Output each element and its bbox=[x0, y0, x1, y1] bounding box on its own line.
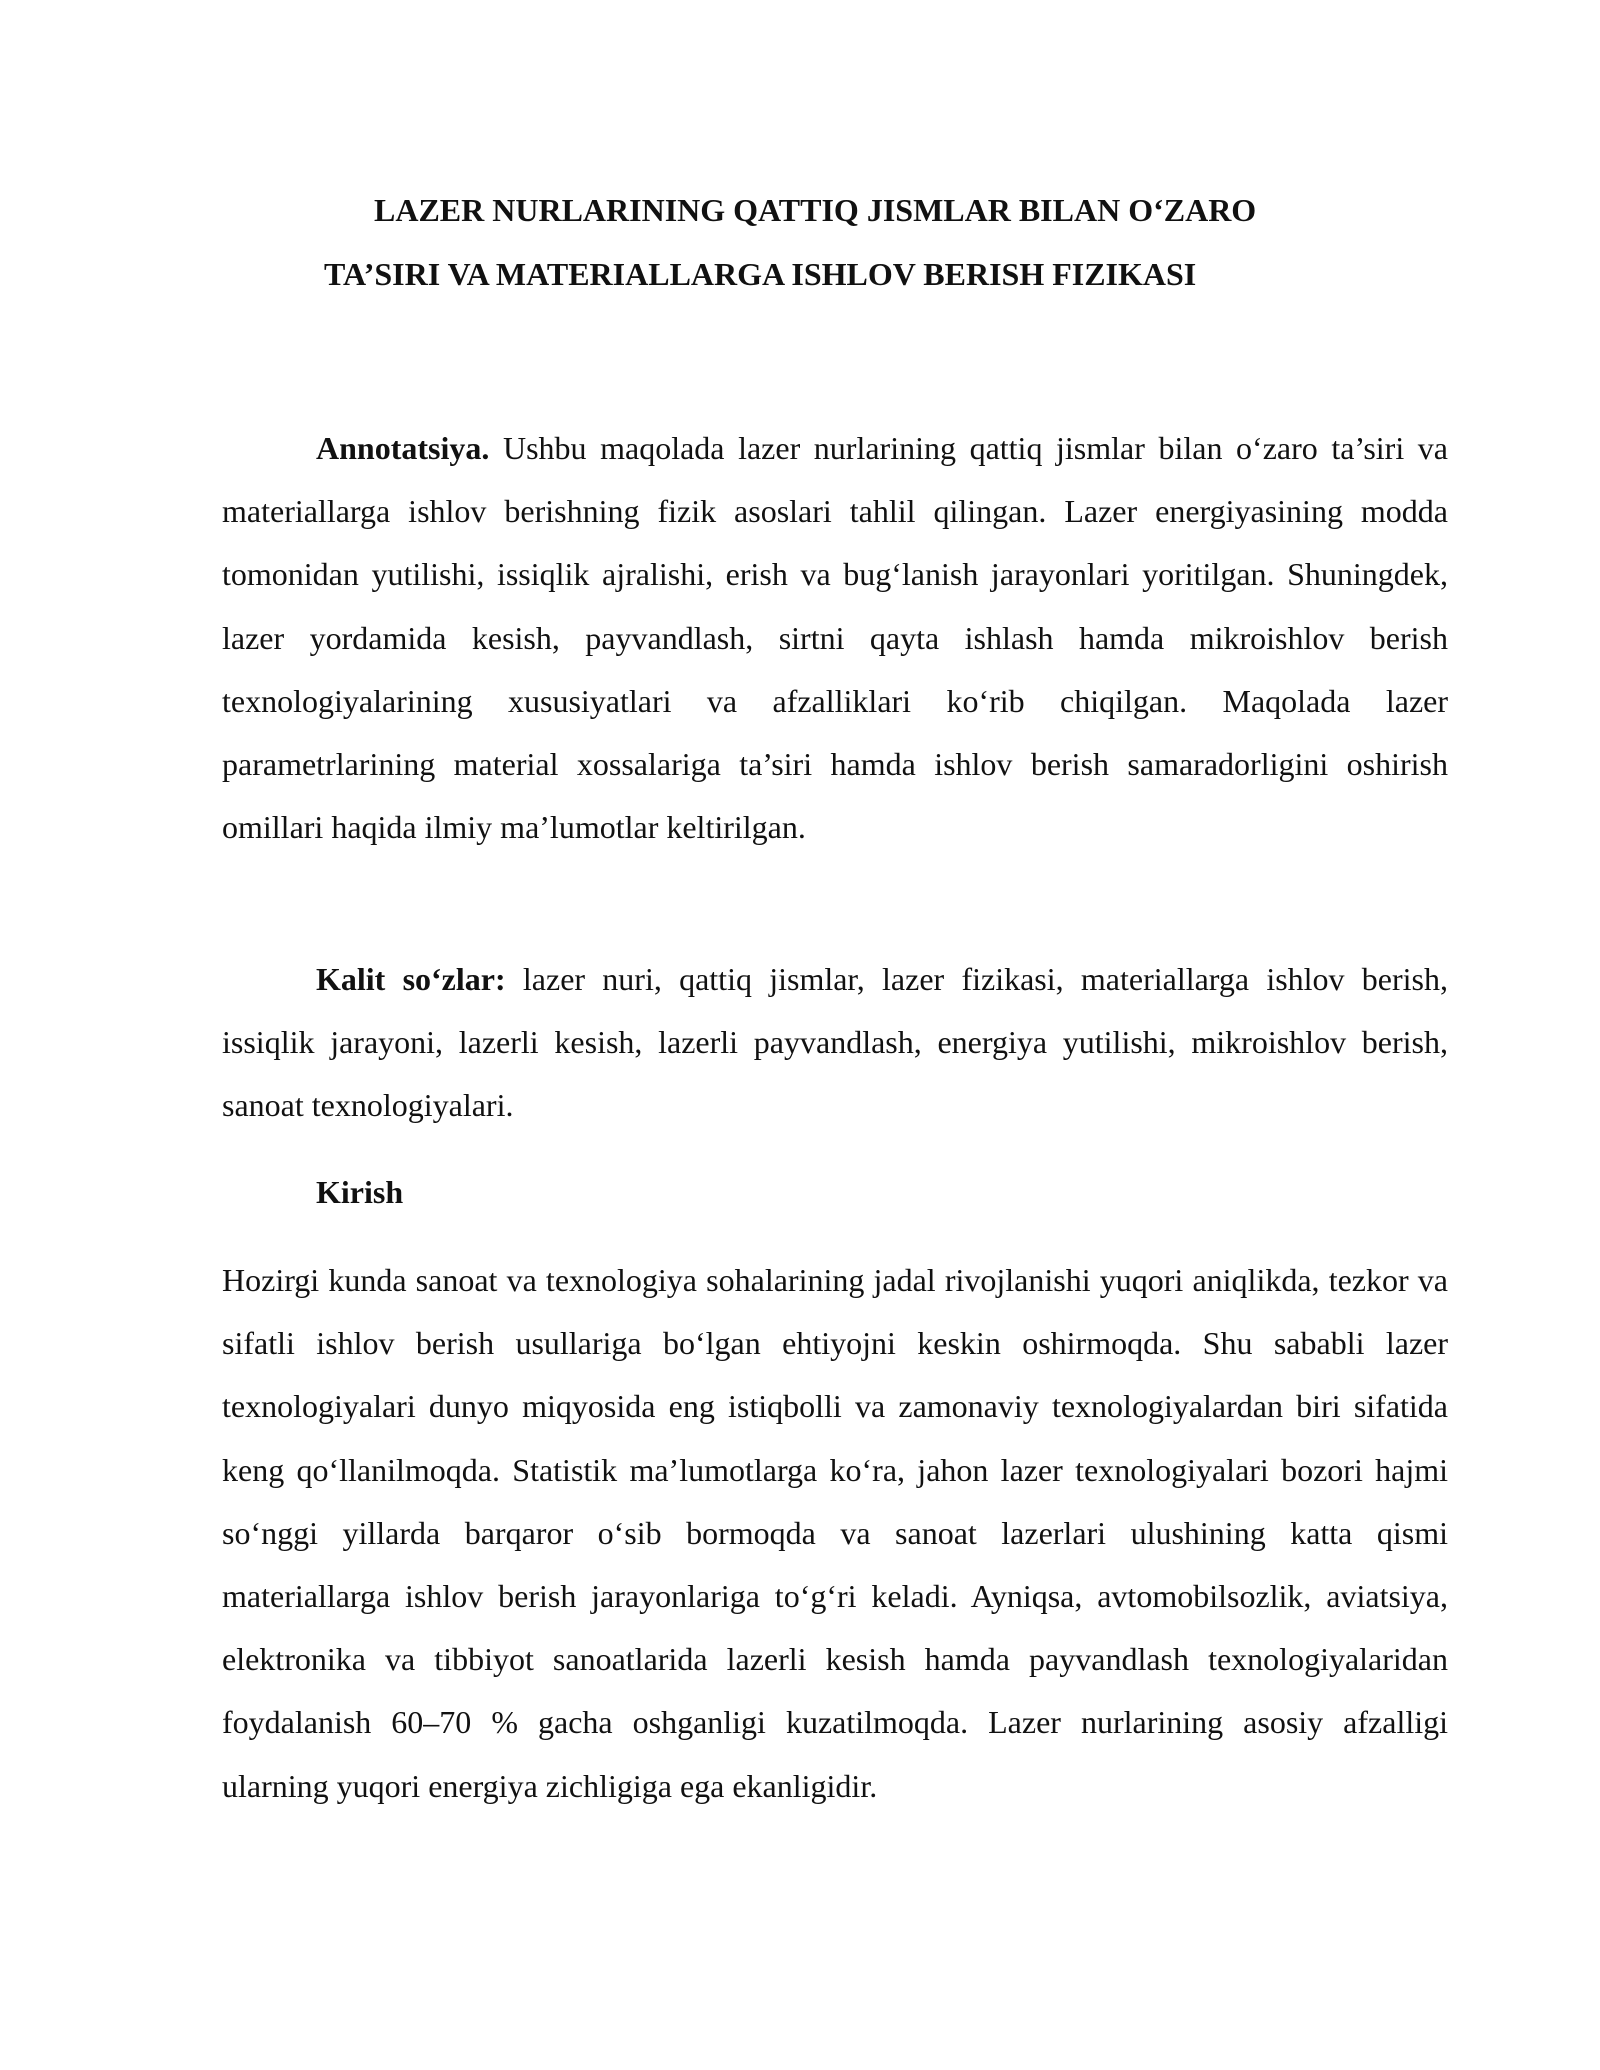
article-title bbox=[220, 178, 1420, 306]
keywords-paragraph bbox=[222, 948, 1448, 1138]
annotation-section bbox=[222, 417, 1448, 859]
annotation-label: Annotatsiya. bbox=[316, 430, 490, 466]
article-title-line-1: LAZER NURLARINING QATTIQ JISMLAR BILAN O‘ZARO bbox=[374, 192, 1257, 228]
keywords-section bbox=[222, 948, 1448, 1138]
introduction-section bbox=[222, 1249, 1448, 1818]
introduction-paragraph: Hozirgi kunda sanoat va texnologiya sohalarining jadal rivojlanishi yuqori aniqlikda, tezkor va sifatli ishlov berish usullariga bo‘lgan ehtiyojni keskin oshirmoqda. Shu sababli lazer texnologiyalari dunyo miqyosida eng istiqbolli va zamonaviy texnologiyalardan biri sifatida keng qo‘llanilmoqda. Statistik ma’lumotlarga ko‘ra, jahon lazer texnologiyalari bozori hajmi so‘nggi yillarda barqaror o‘sib bormoqda va sanoat lazerlari ulushining katta qismi materiallarga ishlov berish jarayonlariga to‘g‘ri keladi. Ayniqsa, avtomobilsozlik, aviatsiya, elektronika va tibbiyot sanoatlarida lazerli kesish hamda payvandlash texnologiyalaridan foydalanish 60–70 % gacha oshganligi kuzatilmoqda. Lazer nurlarining asosiy afzalligi ularning yuqori energiya zichligiga ega ekanligidir. bbox=[222, 1262, 1448, 1804]
article-title-line-2: TA’SIRI VA MATERIALLARGA ISHLOV BERISH FIZIKASI bbox=[324, 256, 1197, 292]
annotation-paragraph bbox=[222, 417, 1448, 859]
annotation-text: Ushbu maqolada lazer nurlarining qattiq jismlar bilan o‘zaro ta’siri va materiallarga ishlov berishning fizik asoslari tahlil qilingan. Lazer energiyasining modda tomonidan yutilishi, issiqlik ajralishi, erish va bug‘lanish jarayonlari yoritilgan. Shuningdek, lazer yordamida kesish, payvandlash, sirtni qayta ishlash hamda mikroishlov berish texnologiyalarining xususiyatlari va afzalliklari ko‘rib chiqilgan. Maqolada lazer parametrlarining material xossalariga ta’siri hamda ishlov berish samaradorligini oshirish omillari haqida ilmiy ma’lumotlar keltirilgan. bbox=[222, 430, 1449, 846]
keywords-label: Kalit so‘zlar: bbox=[316, 961, 506, 997]
keywords-text: lazer nuri, qattiq jismlar, lazer fizikasi, materiallarga ishlov berish, issiqlik jarayoni, lazerli kesish, lazerli payvandlash, energiya yutilishi, mikroishlov berish, sanoat texnologiyalari. bbox=[222, 961, 1449, 1124]
introduction-heading: Kirish bbox=[316, 1174, 404, 1210]
